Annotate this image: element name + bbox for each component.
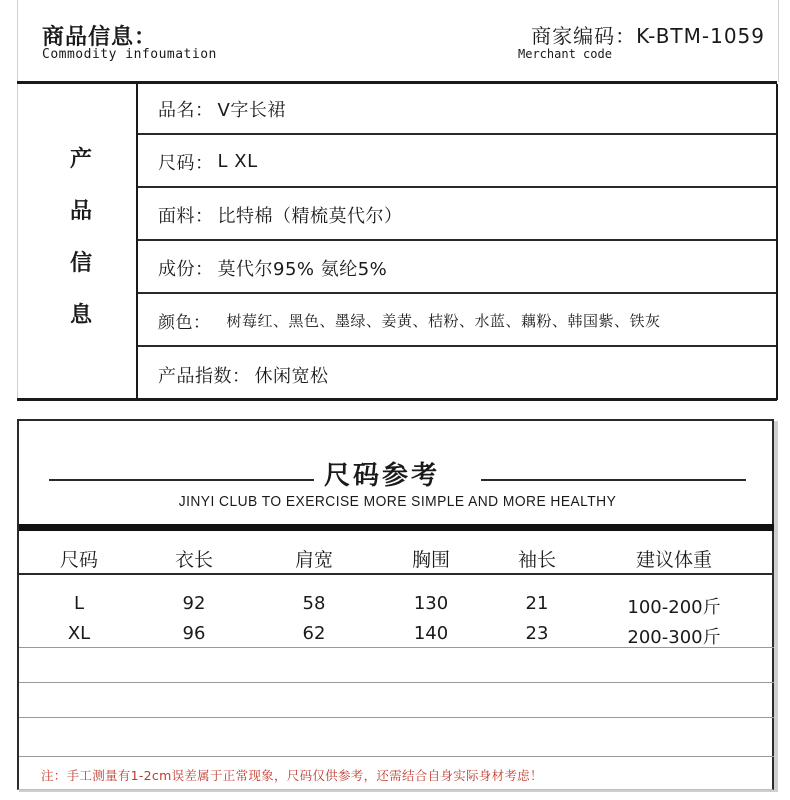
- info-row-name: [138, 84, 776, 135]
- shoulder-cell: 62: [302, 623, 326, 644]
- title-rule-right: [481, 479, 746, 481]
- info-row-value: 休闲宽松: [254, 365, 329, 387]
- column-header: 肩宽: [294, 549, 333, 571]
- merchant-code: 商家编码：K-BTM-1059: [531, 24, 765, 48]
- info-row-value: L XL: [217, 151, 258, 172]
- title-rule-left: [49, 479, 314, 481]
- info-row-value: 莫代尔95% 氨纶5%: [217, 258, 388, 280]
- size-cell: XL: [67, 623, 91, 644]
- weight-cell: 200-300斤: [627, 627, 721, 648]
- info-row-value: V字长裙: [217, 99, 286, 121]
- info-row-label: 产品指数：: [158, 365, 251, 387]
- size-cell: L: [73, 593, 85, 614]
- empty-table-row: [19, 718, 774, 757]
- side-label-char: 息: [70, 303, 93, 328]
- side-label-char: 品: [70, 199, 93, 224]
- size-chart-title: 尺码参考: [324, 461, 441, 491]
- empty-table-row: [19, 683, 774, 718]
- size-reference-card: [17, 419, 774, 790]
- length-cell: 92: [182, 593, 206, 614]
- info-row-label: 面料：: [158, 205, 214, 227]
- side-label-char: 产: [70, 147, 93, 172]
- info-row-value: 树莓红、黑色、墨绿、姜黄、桔粉、水蓝、藕粉、韩国紫、铁灰: [226, 312, 661, 330]
- chest-cell: 130: [413, 593, 449, 614]
- info-row-index: [138, 349, 776, 400]
- sleeve-cell: 23: [525, 623, 549, 644]
- sleeve-cell: 21: [525, 593, 549, 614]
- column-header: 尺码: [59, 549, 98, 571]
- size-chart-bar: [19, 524, 774, 531]
- measurement-note: 注：手工测量有1-2cm误差属于正常现象，尺码仅供参考，还需结合自身实际身材考虑！: [41, 768, 543, 783]
- side-label-char: 信: [70, 251, 93, 276]
- column-header: 衣长: [174, 549, 213, 571]
- info-row-label: 品名：: [158, 99, 214, 121]
- commodity-header: [17, 0, 779, 82]
- commodity-info-subtitle: Commodity infoumation: [42, 47, 217, 62]
- length-cell: 96: [182, 623, 206, 644]
- product-info-side-label: [18, 84, 138, 400]
- size-table-header: [19, 537, 774, 575]
- table-row: [19, 585, 774, 618]
- column-header: 胸围: [411, 549, 450, 571]
- shoulder-cell: 58: [302, 593, 326, 614]
- weight-cell: 100-200斤: [627, 597, 721, 618]
- product-info-table: [17, 84, 778, 400]
- chest-cell: 140: [413, 623, 449, 644]
- empty-table-row: [19, 648, 774, 683]
- info-row-label: 尺码：: [158, 152, 214, 174]
- table-row: [19, 615, 774, 648]
- column-header: 建议体重: [635, 549, 712, 571]
- info-row-fabric: [138, 190, 776, 241]
- info-row-size: [138, 137, 776, 188]
- info-row-label: 成份：: [158, 258, 214, 280]
- info-row-value: 比特棉（精梳莫代尔）: [217, 205, 403, 227]
- column-header: 袖长: [517, 549, 556, 571]
- commodity-info-title: 商品信息：: [42, 25, 158, 50]
- size-chart-subtitle: JINYI CLUB TO EXERCISE MORE SIMPLE AND MORE HEALTHY: [178, 493, 617, 510]
- info-row-composition: [138, 243, 776, 294]
- info-row-label: 颜色：: [158, 313, 211, 333]
- info-row-colors: [138, 296, 776, 347]
- merchant-code-subtitle: Merchant code: [518, 47, 612, 61]
- info-bottom-divider: [17, 398, 777, 401]
